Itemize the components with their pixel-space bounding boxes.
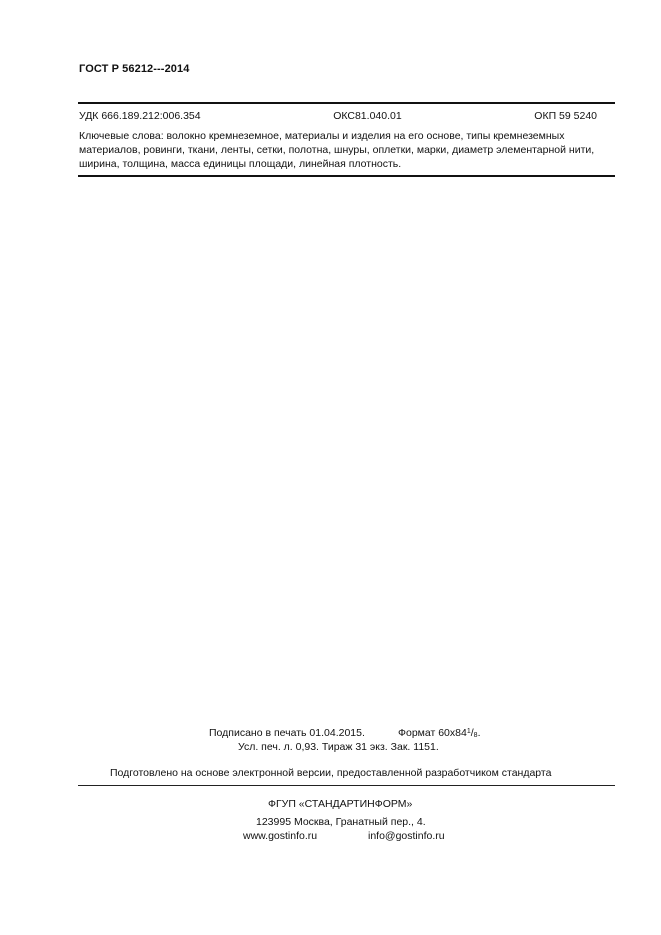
print-run-info: Усл. печ. л. 0,93. Тираж 31 экз. Зак. 1151. xyxy=(238,741,439,753)
keywords-paragraph: Ключевые слова: волокно кремнеземное, материалы и изделия на его основе, типы кремнеземных материалов, ровинги, ткани, ленты, сетки, полотна, шнуры, оплетки, марки, диаметр элементарной нити, ширина, толщина, масса единицы площади, линейная плотность. xyxy=(79,130,595,170)
publisher-name: ФГУП «СТАНДАРТИНФОРМ» xyxy=(268,798,413,810)
publisher-address: 123995 Москва, Гранатный пер., 4. xyxy=(256,816,426,828)
paper-format-prefix: Формат 60х84 xyxy=(398,727,467,739)
signed-for-print: Подписано в печать 01.04.2015. xyxy=(209,727,365,739)
oks-code: ОКС81.040.01 xyxy=(333,110,402,122)
okp-code: ОКП 59 5240 xyxy=(534,110,597,122)
classification-row xyxy=(79,110,597,122)
udk-code: УДК 666.189.212:006.354 xyxy=(79,110,201,122)
top-divider xyxy=(78,102,615,104)
paper-format-slash: / xyxy=(470,727,474,739)
paper-format xyxy=(398,727,480,739)
publisher-website: www.gostinfo.ru xyxy=(243,830,318,842)
imprint-divider xyxy=(78,785,615,786)
paper-format-suffix: . xyxy=(477,727,481,739)
standard-number: ГОСТ Р 56212---2014 xyxy=(79,63,190,75)
paper-format-denominator: 8 xyxy=(473,732,478,739)
publisher-email: info@gostinfo.ru xyxy=(368,830,445,842)
paper-format-numerator: 1 xyxy=(466,728,471,735)
prepared-note: Подготовлено на основе электронной версии, предоставленной разработчиком стандарта xyxy=(110,767,552,779)
keywords-divider xyxy=(78,175,615,177)
